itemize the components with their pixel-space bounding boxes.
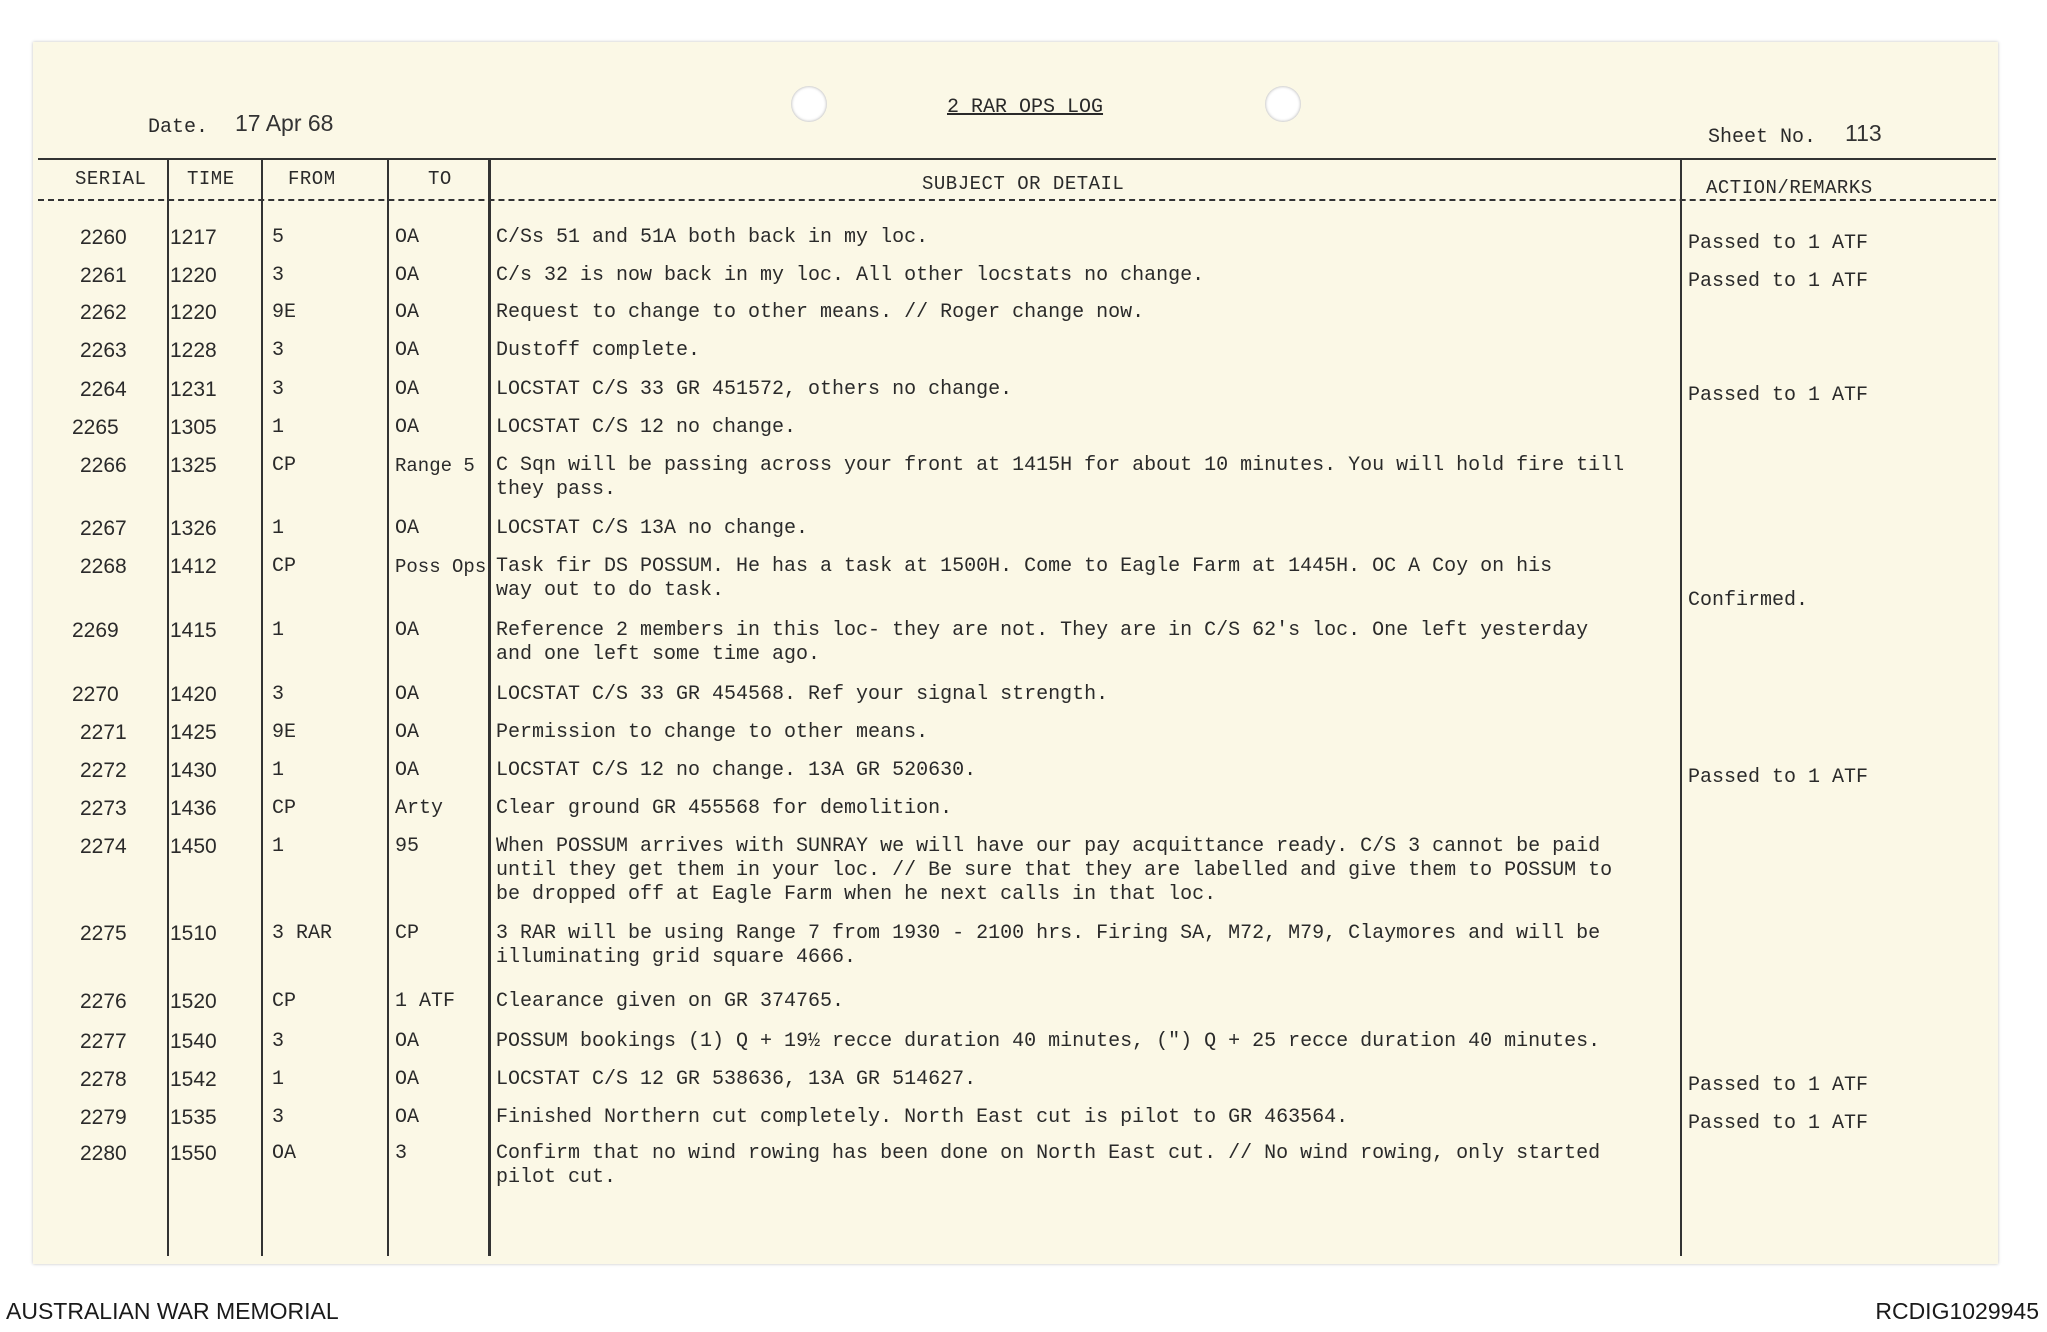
row-serial: 2260 <box>80 226 127 249</box>
row-time: 1550 <box>170 1142 217 1165</box>
row-time: 1326 <box>170 517 217 540</box>
row-detail: Request to change to other means. // Roger change now. <box>496 301 1145 324</box>
row-detail: C/s 32 is now back in my loc. All other locstats no change. <box>496 264 1205 287</box>
row-to: OA <box>395 416 420 439</box>
row-to: OA <box>395 517 420 540</box>
row-to: OA <box>395 1030 420 1053</box>
row-serial: 2272 <box>80 759 127 782</box>
row-serial: 2269 <box>72 619 119 642</box>
row-to: OA <box>395 301 420 324</box>
row-detail: 3 RAR will be using Range 7 from 1930 - 2100 hrs. Firing SA, M72, M79, Claymores and will be illuminating grid square 4666. <box>496 922 1601 969</box>
header-bottom-rule <box>38 199 1996 201</box>
column-header-time: TIME <box>187 168 235 190</box>
row-to: OA <box>395 759 420 782</box>
row-from: 1 <box>272 619 285 642</box>
column-header-action: ACTION/REMARKS <box>1706 177 1873 199</box>
row-to: OA <box>395 619 420 642</box>
row-from: 3 <box>272 1106 285 1129</box>
row-from: 1 <box>272 416 285 439</box>
row-serial: 2280 <box>80 1142 127 1165</box>
row-to: OA <box>395 1106 420 1129</box>
row-to: OA <box>395 683 420 706</box>
row-action: Passed to 1 ATF <box>1688 270 1869 293</box>
row-serial: 2275 <box>80 922 127 945</box>
row-from: 1 <box>272 835 285 858</box>
row-from: 3 <box>272 1030 285 1053</box>
footer-left: AUSTRALIAN WAR MEMORIAL <box>6 1298 339 1324</box>
row-detail: C/Ss 51 and 51A both back in my loc. <box>496 226 929 249</box>
row-from: CP <box>272 797 297 820</box>
row-time: 1540 <box>170 1030 217 1053</box>
row-action: Passed to 1 ATF <box>1688 1074 1869 1097</box>
row-detail: Permission to change to other means. <box>496 721 929 744</box>
row-from: 1 <box>272 517 285 540</box>
row-serial: 2266 <box>80 454 127 477</box>
row-serial: 2263 <box>80 339 127 362</box>
row-action: Passed to 1 ATF <box>1688 1112 1869 1135</box>
row-to: OA <box>395 378 420 401</box>
row-serial: 2268 <box>80 555 127 578</box>
column-divider-4 <box>488 158 491 1256</box>
row-serial: 2277 <box>80 1030 127 1053</box>
row-detail: LOCSTAT C/S 12 no change. 13A GR 520630. <box>496 759 977 782</box>
punch-hole-right <box>1265 86 1301 122</box>
row-detail: Clearance given on GR 374765. <box>496 990 845 1013</box>
row-to: Range 5 <box>395 455 475 477</box>
row-time: 1425 <box>170 721 217 744</box>
column-divider-3 <box>387 158 389 1256</box>
row-time: 1305 <box>170 416 217 439</box>
row-detail: C Sqn will be passing across your front at 1415H for about 10 minutes. You will hold fire till they pass. <box>496 454 1625 501</box>
row-to: OA <box>395 339 420 362</box>
row-serial: 2279 <box>80 1106 127 1129</box>
row-action: Confirmed. <box>1688 589 1809 612</box>
row-from: CP <box>272 555 297 578</box>
row-detail: Reference 2 members in this loc- they are not. They are in C/S 62's loc. One left yesterday and one left some time ago. <box>496 619 1589 666</box>
row-to: 3 <box>395 1142 408 1165</box>
row-time: 1510 <box>170 922 217 945</box>
row-detail: LOCSTAT C/S 33 GR 451572, others no change. <box>496 378 1013 401</box>
row-time: 1420 <box>170 683 217 706</box>
sheet-label: Sheet No. <box>1708 126 1817 149</box>
column-divider-2 <box>261 158 263 1256</box>
row-time: 1436 <box>170 797 217 820</box>
row-serial: 2270 <box>72 683 119 706</box>
row-detail: Dustoff complete. <box>496 339 701 362</box>
row-time: 1542 <box>170 1068 217 1091</box>
row-serial: 2276 <box>80 990 127 1013</box>
row-serial: 2264 <box>80 378 127 401</box>
column-header-to: TO <box>428 168 452 190</box>
row-detail: LOCSTAT C/S 33 GR 454568. Ref your signal strength. <box>496 683 1109 706</box>
row-from: 3 <box>272 683 285 706</box>
row-detail: Confirm that no wind rowing has been done on North East cut. // No wind rowing, only started pilot cut. <box>496 1142 1601 1189</box>
row-from: 3 RAR <box>272 922 333 945</box>
row-time: 1220 <box>170 301 217 324</box>
column-header-serial: SERIAL <box>75 168 147 190</box>
row-from: CP <box>272 454 297 477</box>
row-to: OA <box>395 226 420 249</box>
row-to: 95 <box>395 835 420 858</box>
row-from: 3 <box>272 378 285 401</box>
row-detail: LOCSTAT C/S 13A no change. <box>496 517 809 540</box>
row-detail: POSSUM bookings (1) Q + 19½ recce duration 40 minutes, (") Q + 25 recce duration 40 minutes. <box>496 1030 1601 1053</box>
row-action: Passed to 1 ATF <box>1688 232 1869 255</box>
sheet-value: 113 <box>1845 120 1882 146</box>
row-detail: When POSSUM arrives with SUNRAY we will have our pay acquittance ready. C/S 3 cannot be paid until they get them in your loc. // Be sure that they are labelled and give them to POSSUM to be dropped off at Eagle Farm when he next calls in that loc. <box>496 835 1613 906</box>
row-serial: 2273 <box>80 797 127 820</box>
header-top-rule <box>38 158 1996 160</box>
row-time: 1412 <box>170 555 217 578</box>
row-from: OA <box>272 1142 297 1165</box>
row-serial: 2262 <box>80 301 127 324</box>
row-action: Passed to 1 ATF <box>1688 766 1869 789</box>
row-from: 9E <box>272 301 297 324</box>
punch-hole-left <box>791 86 827 122</box>
row-to: OA <box>395 721 420 744</box>
row-serial: 2261 <box>80 264 127 287</box>
row-serial: 2274 <box>80 835 127 858</box>
row-from: 3 <box>272 264 285 287</box>
row-to: OA <box>395 264 420 287</box>
row-detail: Task fir DS POSSUM. He has a task at 1500H. Come to Eagle Farm at 1445H. OC A Coy on his way out to do task. <box>496 555 1553 602</box>
row-time: 1415 <box>170 619 217 642</box>
row-detail: Finished Northern cut completely. North East cut is pilot to GR 463564. <box>496 1106 1349 1129</box>
row-to: 1 ATF <box>395 990 456 1013</box>
column-header-detail: SUBJECT OR DETAIL <box>922 173 1125 195</box>
row-time: 1450 <box>170 835 217 858</box>
row-detail: LOCSTAT C/S 12 GR 538636, 13A GR 514627. <box>496 1068 977 1091</box>
row-from: 5 <box>272 226 285 249</box>
row-to: Poss Ops <box>395 556 487 578</box>
column-header-from: FROM <box>288 168 336 190</box>
row-time: 1520 <box>170 990 217 1013</box>
row-time: 1228 <box>170 339 217 362</box>
row-time: 1220 <box>170 264 217 287</box>
column-divider-1 <box>167 158 169 1256</box>
row-from: 9E <box>272 721 297 744</box>
row-to: CP <box>395 922 420 945</box>
row-serial: 2278 <box>80 1068 127 1091</box>
date-value: 17 Apr 68 <box>235 110 334 136</box>
row-from: 1 <box>272 1068 285 1091</box>
row-serial: 2265 <box>72 416 119 439</box>
row-serial: 2267 <box>80 517 127 540</box>
page-title: 2 RAR OPS LOG <box>947 96 1104 119</box>
row-to: Arty <box>395 797 444 820</box>
footer-right: RCDIG1029945 <box>1875 1298 2039 1324</box>
row-serial: 2271 <box>80 721 127 744</box>
row-time: 1217 <box>170 226 217 249</box>
row-from: 3 <box>272 339 285 362</box>
row-detail: Clear ground GR 455568 for demolition. <box>496 797 953 820</box>
row-time: 1325 <box>170 454 217 477</box>
row-action: Passed to 1 ATF <box>1688 384 1869 407</box>
row-to: OA <box>395 1068 420 1091</box>
column-divider-5 <box>1680 158 1682 1256</box>
row-from: 1 <box>272 759 285 782</box>
row-time: 1430 <box>170 759 217 782</box>
row-time: 1231 <box>170 378 217 401</box>
row-time: 1535 <box>170 1106 217 1129</box>
date-label: Date. <box>148 116 209 139</box>
row-detail: LOCSTAT C/S 12 no change. <box>496 416 797 439</box>
row-from: CP <box>272 990 297 1013</box>
